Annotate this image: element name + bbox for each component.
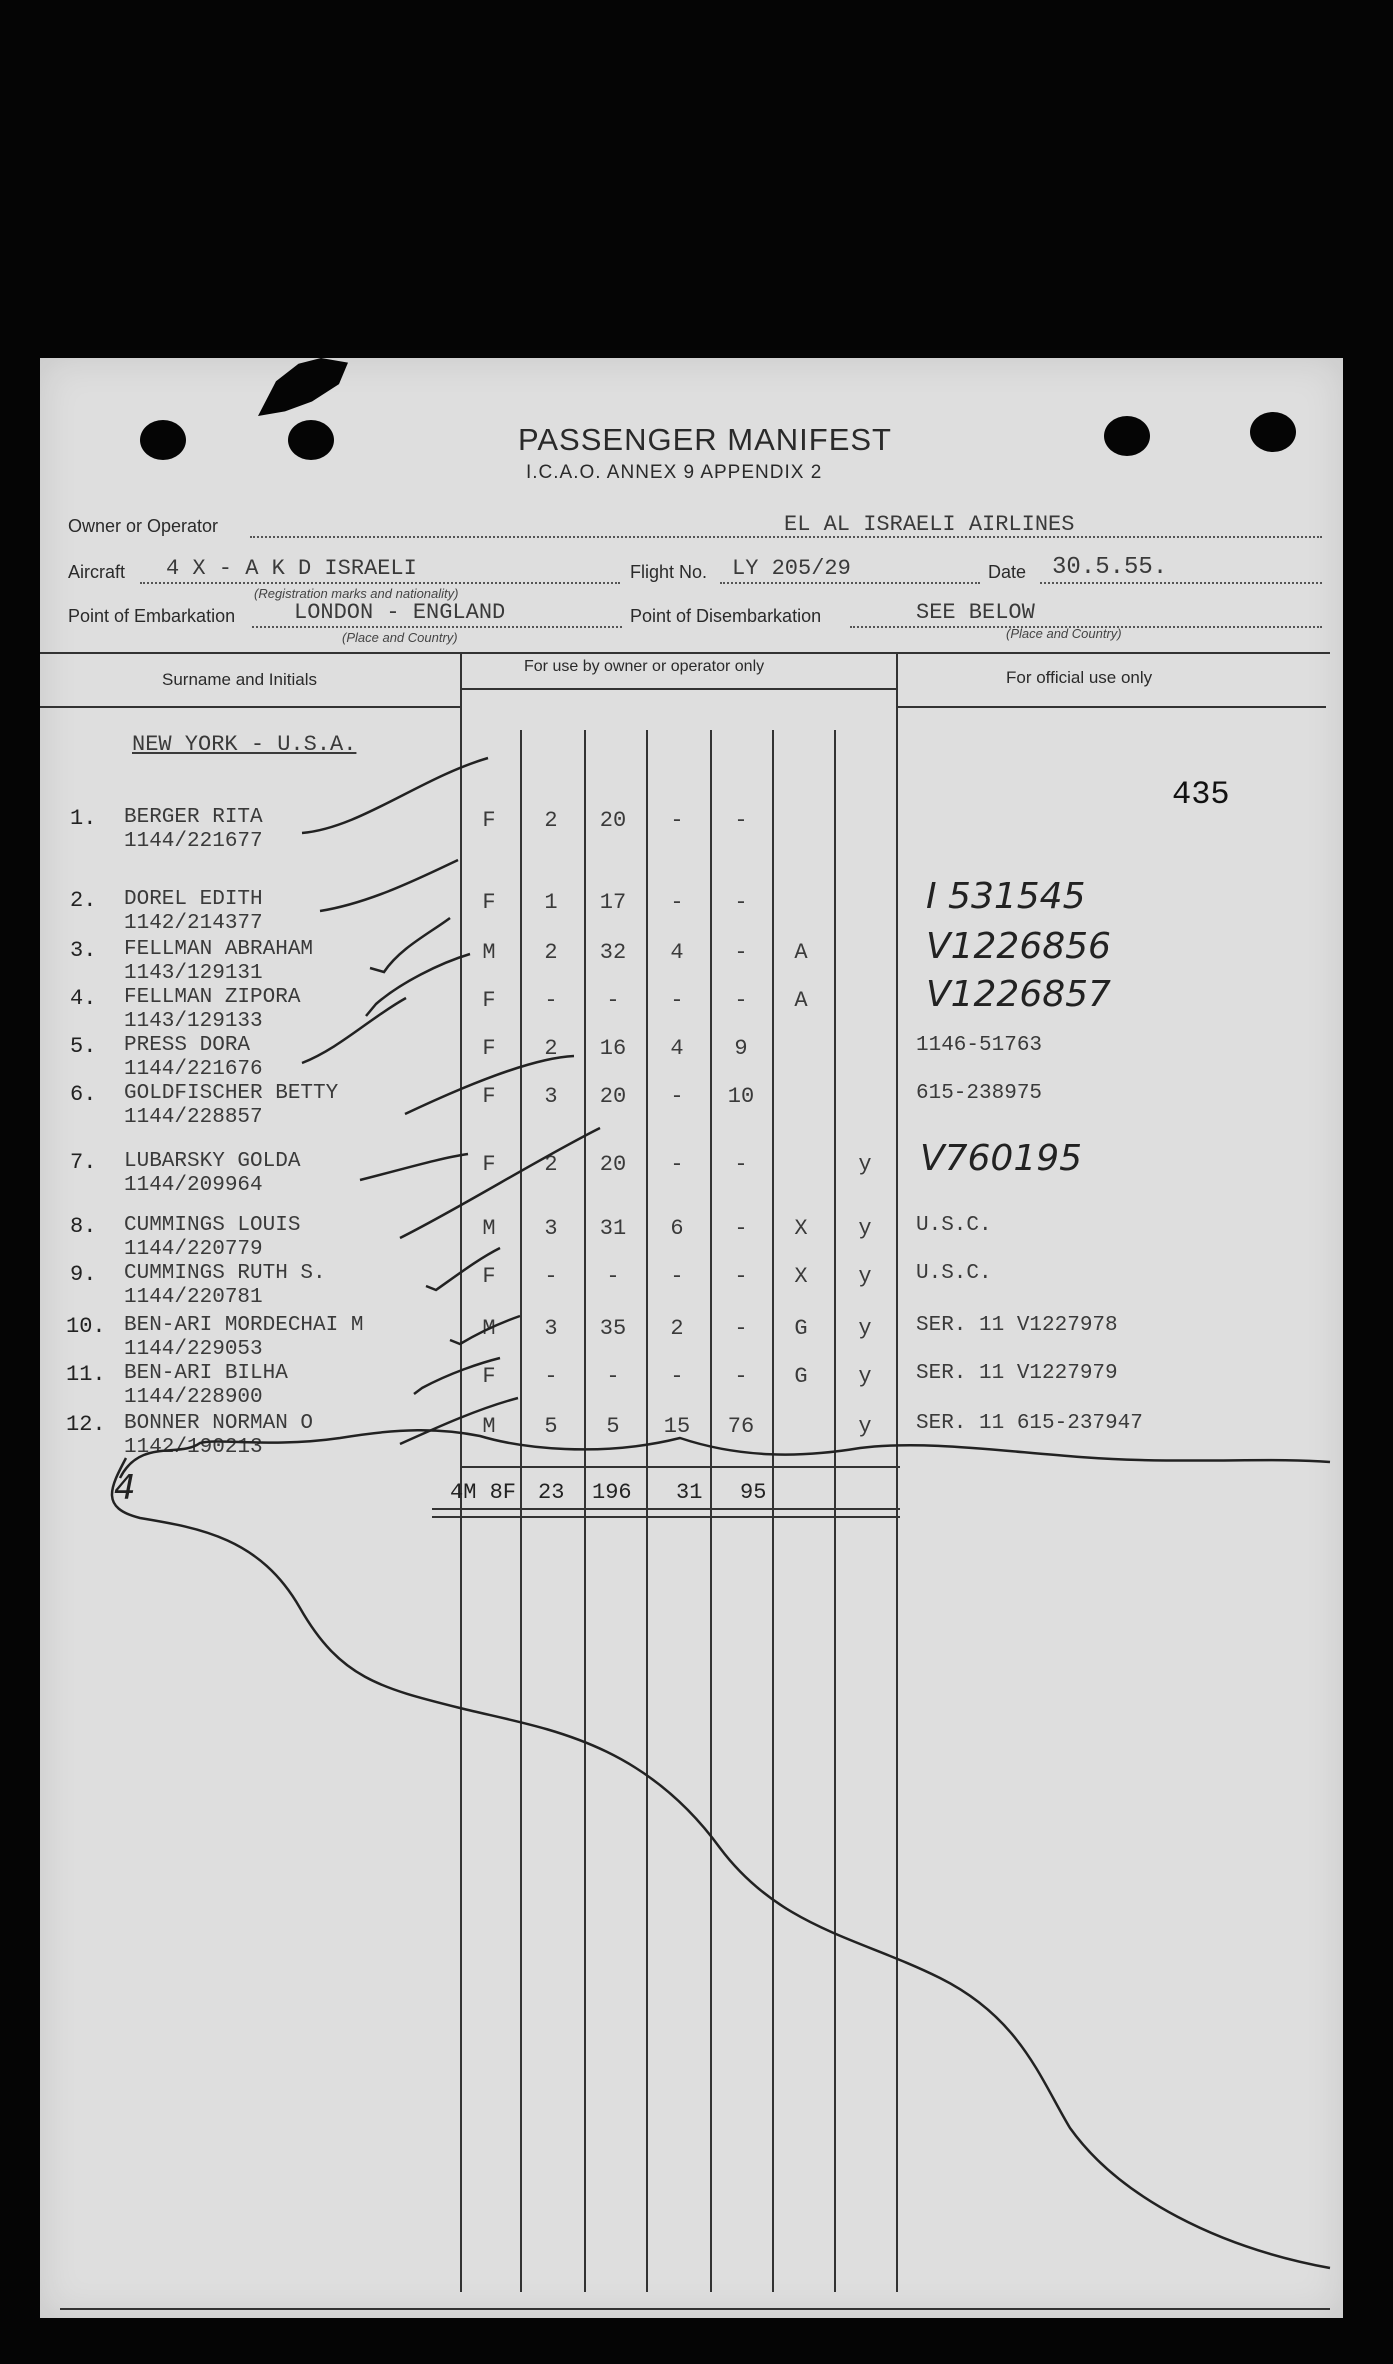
column-line	[460, 652, 462, 2292]
column-line	[584, 730, 586, 2292]
passenger-cell: 6	[670, 1216, 684, 1241]
passenger-number: 5.	[70, 1034, 97, 1059]
passenger-cell: A	[794, 940, 808, 965]
passenger-cell: 2	[670, 1316, 684, 1341]
passenger-ticket: 1143/129131	[124, 962, 263, 985]
passenger-number: 7.	[70, 1150, 97, 1175]
passenger-cell: -	[606, 1364, 620, 1389]
surname-header: Surname and Initials	[162, 670, 317, 689]
passenger-cell: 31	[599, 1216, 627, 1241]
official-use-entry: U.S.C.	[916, 1214, 992, 1237]
passenger-cell: -	[734, 890, 748, 915]
flight-label: Flight No.	[630, 562, 708, 582]
punch-hole	[1250, 412, 1296, 452]
passenger-cell: 4	[670, 940, 684, 965]
passenger-name: BONNER NORMAN O	[124, 1412, 314, 1435]
passenger-name: CUMMINGS RUTH S.	[124, 1262, 326, 1285]
official-use-entry: V760195	[920, 1138, 1083, 1179]
totals-line	[432, 1508, 900, 1510]
passenger-cell: -	[734, 1364, 748, 1389]
passenger-cell: 1	[544, 890, 558, 915]
passenger-cell: -	[606, 1264, 620, 1289]
passenger-cell: 5	[606, 1414, 620, 1439]
header-top-line	[40, 652, 1330, 654]
passenger-cell: -	[670, 1084, 684, 1109]
passenger-cell: 2	[544, 1152, 558, 1177]
aircraft-value: 4 X - A K D ISRAELI	[166, 556, 417, 581]
passenger-cell: 2	[544, 1036, 558, 1061]
passenger-cell: F	[482, 890, 496, 915]
passenger-ticket: 1144/220781	[124, 1286, 263, 1309]
passenger-cell: M	[482, 1316, 496, 1341]
passenger-ticket: 1143/129133	[124, 1010, 263, 1033]
passenger-cell: F	[482, 1364, 496, 1389]
passenger-name: GOLDFISCHER BETTY	[124, 1082, 339, 1105]
destination: NEW YORK - U.S.A.	[132, 732, 357, 757]
official-use-header: For official use only	[1006, 668, 1153, 687]
passenger-cell: -	[734, 1216, 748, 1241]
punch-hole	[1104, 416, 1150, 456]
passenger-cell: F	[482, 1036, 496, 1061]
totals-line	[460, 1466, 900, 1468]
passenger-cell: 35	[599, 1316, 627, 1341]
passenger-cell: -	[670, 1264, 684, 1289]
passenger-name: LUBARSKY GOLDA	[124, 1150, 301, 1173]
column-line	[520, 730, 522, 2292]
passenger-cell: -	[670, 890, 684, 915]
passenger-number: 10.	[66, 1314, 106, 1339]
passenger-cell: G	[794, 1316, 808, 1341]
official-use-entry: 615-238975	[916, 1082, 1043, 1105]
totals-line	[432, 1516, 900, 1518]
passenger-number: 4.	[70, 986, 97, 1011]
passenger-name: FELLMAN ABRAHAM	[124, 938, 314, 961]
passenger-cell: 32	[599, 940, 627, 965]
passenger-cell: X	[794, 1216, 808, 1241]
official-use-entry: SER. 11 V1227979	[916, 1362, 1118, 1385]
official-use-entry: I 531545	[926, 876, 1086, 917]
passenger-cell: -	[734, 1264, 748, 1289]
official-use-entry: 1146-51763	[916, 1034, 1043, 1057]
passenger-number: 2.	[70, 888, 97, 913]
aircraft-note: (Registration marks and nationality)	[254, 586, 459, 601]
owner-label: Owner or Operator	[68, 516, 219, 536]
passenger-cell: F	[482, 1152, 496, 1177]
passenger-cell: -	[734, 808, 748, 833]
passenger-cell: -	[734, 1316, 748, 1341]
passenger-name: BEN-ARI BILHA	[124, 1362, 288, 1385]
passenger-cell: F	[482, 1264, 496, 1289]
passenger-cell: y	[858, 1364, 872, 1389]
passenger-cell: 9	[734, 1036, 748, 1061]
passenger-cell: -	[670, 1364, 684, 1389]
passenger-name: CUMMINGS LOUIS	[124, 1214, 301, 1237]
manifest-sheet	[40, 358, 1343, 2318]
passenger-number: 6.	[70, 1082, 97, 1107]
embark-label: Point of Embarkation	[68, 606, 236, 626]
official-use-entry: V1226857	[926, 974, 1111, 1015]
column-line	[710, 730, 712, 2292]
passenger-cell: 17	[599, 890, 627, 915]
column-line	[646, 730, 648, 2292]
flight-value: LY 205/29	[732, 556, 851, 581]
passenger-cell: 5	[544, 1414, 558, 1439]
passenger-cell: y	[858, 1414, 872, 1439]
passenger-name: PRESS DORA	[124, 1034, 251, 1057]
disembark-label: Point of Disembarkation	[630, 606, 822, 626]
passenger-ticket: 1142/190213	[124, 1436, 263, 1459]
passenger-cell: 16	[599, 1036, 627, 1061]
total-count: 4	[114, 1468, 136, 1508]
passenger-number: 1.	[70, 806, 97, 831]
torn-corner	[258, 358, 348, 416]
passenger-cell: -	[544, 988, 558, 1013]
passenger-ticket: 1144/221676	[124, 1058, 263, 1081]
passenger-cell: -	[734, 940, 748, 965]
owner-use-header: For use by owner or operator only	[524, 658, 765, 675]
total-sex: 4M 8F	[450, 1480, 517, 1505]
flight-dots	[720, 582, 980, 584]
passenger-number: 9.	[70, 1262, 97, 1287]
passenger-ticket: 1144/228900	[124, 1386, 263, 1409]
passenger-name: BEN-ARI MORDECHAI M	[124, 1314, 364, 1337]
official-use-entry: SER. 11 615-237947	[916, 1412, 1143, 1435]
official-use-entry: SER. 11 V1227978	[916, 1314, 1118, 1337]
passenger-cell: F	[482, 808, 496, 833]
passenger-cell: F	[482, 1084, 496, 1109]
passenger-cell: -	[544, 1364, 558, 1389]
passenger-cell: y	[858, 1216, 872, 1241]
passenger-cell: -	[734, 988, 748, 1013]
passenger-cell: 2	[544, 940, 558, 965]
passenger-cell: -	[670, 808, 684, 833]
document-subtitle: I.C.A.O. ANNEX 9 APPENDIX 2	[526, 462, 823, 483]
bottom-line	[60, 2308, 1330, 2310]
column-line	[834, 730, 836, 2292]
punch-hole	[140, 420, 186, 460]
embark-value: LONDON - ENGLAND	[294, 600, 506, 625]
passenger-number: 11.	[66, 1362, 106, 1387]
passenger-cell: -	[606, 988, 620, 1013]
passenger-cell: 10	[727, 1084, 755, 1109]
passenger-cell: 20	[599, 1152, 627, 1177]
header-bottom-line	[896, 706, 1326, 708]
passenger-cell: G	[794, 1364, 808, 1389]
passenger-cell: y	[858, 1264, 872, 1289]
aircraft-dots	[140, 582, 620, 584]
date-dots	[1040, 582, 1322, 584]
passenger-ticket: 1144/228857	[124, 1106, 263, 1129]
column-line	[772, 730, 774, 2292]
passenger-ticket: 1144/221677	[124, 830, 263, 853]
passenger-cell: 76	[727, 1414, 755, 1439]
passenger-cell: A	[794, 988, 808, 1013]
passenger-name: DOREL EDITH	[124, 888, 263, 911]
passenger-cell: 20	[599, 808, 627, 833]
official-use-entry: V1226856	[926, 926, 1111, 967]
punch-hole	[288, 420, 334, 460]
passenger-number: 12.	[66, 1412, 106, 1437]
passenger-cell: F	[482, 988, 496, 1013]
passenger-cell: -	[670, 1152, 684, 1177]
embark-dots	[252, 626, 622, 628]
owner-value: EL AL ISRAELI AIRLINES	[784, 512, 1075, 537]
header-bottom-line	[40, 706, 460, 708]
owner-subheader-line	[462, 688, 896, 690]
total-col2: 196	[592, 1480, 632, 1505]
aircraft-label: Aircraft	[68, 562, 126, 582]
passenger-cell: y	[858, 1316, 872, 1341]
embark-note: (Place and Country)	[342, 630, 458, 645]
passenger-cell: 15	[663, 1414, 691, 1439]
document-title: PASSENGER MANIFEST	[518, 422, 892, 457]
total-col1: 23	[538, 1480, 565, 1505]
passenger-cell: 4	[670, 1036, 684, 1061]
date-label: Date	[988, 562, 1027, 582]
passenger-number: 3.	[70, 938, 97, 963]
date-value: 30.5.55.	[1052, 554, 1168, 581]
disembark-value: SEE BELOW	[916, 600, 1035, 625]
passenger-name: FELLMAN ZIPORA	[124, 986, 301, 1009]
passenger-number: 8.	[70, 1214, 97, 1239]
column-line	[896, 652, 898, 2292]
passenger-cell: M	[482, 940, 496, 965]
passenger-cell: -	[670, 988, 684, 1013]
passenger-ticket: 1144/220779	[124, 1238, 263, 1261]
passenger-name: BERGER RITA	[124, 806, 263, 829]
passenger-cell: 2	[544, 808, 558, 833]
total-col4: 95	[740, 1480, 767, 1505]
passenger-cell: -	[734, 1152, 748, 1177]
passenger-ticket: 1144/209964	[124, 1174, 263, 1197]
passenger-ticket: 1142/214377	[124, 912, 263, 935]
passenger-cell: y	[858, 1152, 872, 1177]
passenger-cell: M	[482, 1216, 496, 1241]
passenger-cell: 3	[544, 1316, 558, 1341]
passenger-cell: 20	[599, 1084, 627, 1109]
passenger-cell: -	[544, 1264, 558, 1289]
passenger-ticket: 1144/229053	[124, 1338, 263, 1361]
page-number: 435	[1172, 776, 1230, 813]
official-use-entry: U.S.C.	[916, 1262, 992, 1285]
disembark-note: (Place and Country)	[1006, 626, 1122, 641]
passenger-cell: 3	[544, 1216, 558, 1241]
passenger-cell: 3	[544, 1084, 558, 1109]
total-col3: 31	[676, 1480, 703, 1505]
passenger-cell: M	[482, 1414, 496, 1439]
passenger-cell: X	[794, 1264, 808, 1289]
